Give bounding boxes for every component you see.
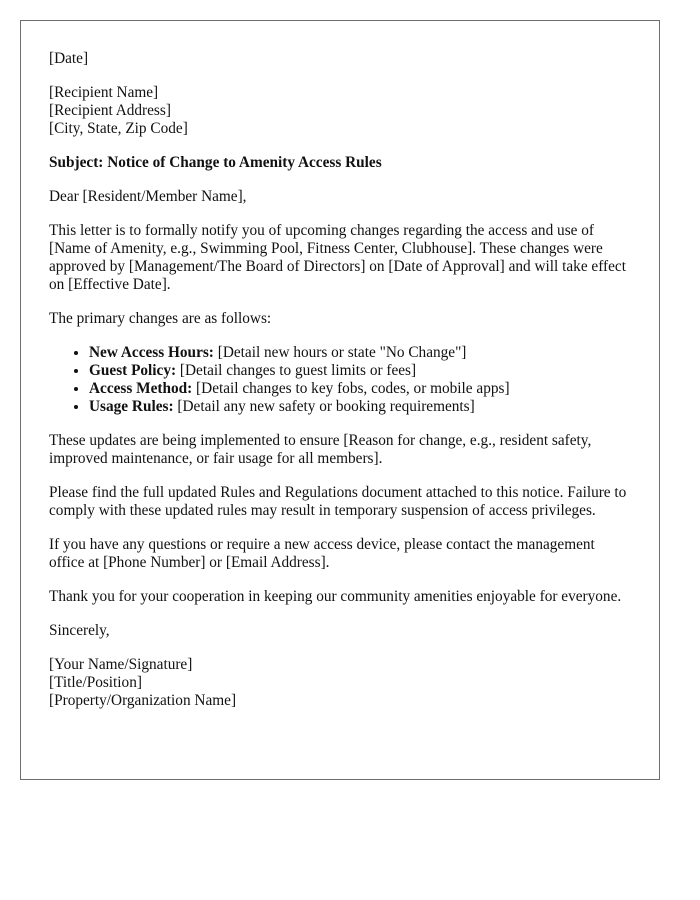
signature-block [49, 656, 631, 710]
change-detail: [Detail changes to guest limits or fees] [176, 362, 417, 379]
change-term: Usage Rules: [89, 398, 174, 415]
change-term: New Access Hours: [89, 344, 214, 361]
recipient-block [49, 84, 631, 138]
salutation: Dear [Resident/Member Name], [49, 188, 247, 205]
subject-line: Subject: Notice of Change to Amenity Access Rules [49, 154, 382, 171]
change-detail: [Detail any new safety or booking requirements] [173, 398, 475, 415]
change-term: Access Method: [89, 380, 193, 397]
intro-paragraph: This letter is to formally notify you of upcoming changes regarding the access and use of [Name of Amenity, e.g., Swimming Pool, Fitness Center, Clubhouse]. These changes were approved by [Management/The Board of Directors] on [Date of Approval] and will take effect on [Effective Date]. [49, 222, 626, 293]
signature-title: [Title/Position] [49, 674, 142, 691]
list-item [89, 344, 631, 362]
signature-name: [Your Name/Signature] [49, 656, 193, 673]
date-block [49, 50, 631, 68]
letter-date: [Date] [49, 50, 89, 67]
recipient-address: [Recipient Address] [49, 102, 171, 119]
contact-paragraph: If you have any questions or require a new access device, please contact the management office at [Phone Number] or [Email Address]. [49, 536, 595, 571]
changes-intro: The primary changes are as follows: [49, 310, 272, 327]
change-detail: [Detail new hours or state "No Change"] [213, 344, 467, 361]
signature-organization: [Property/Organization Name] [49, 692, 237, 709]
change-detail: [Detail changes to key fobs, codes, or mobile apps] [192, 380, 510, 397]
recipient-name: [Recipient Name] [49, 84, 159, 101]
attachment-paragraph: Please find the full updated Rules and Regulations document attached to this notice. Failure to comply with these updated rules may result in temporary suspension of access privileges. [49, 484, 627, 519]
recipient-city-state-zip: [City, State, Zip Code] [49, 120, 188, 137]
list-item [89, 380, 631, 398]
list-item [89, 362, 631, 380]
reason-paragraph: These updates are being implemented to ensure [Reason for change, e.g., resident safety, improved maintenance, or fair usage for all members]. [49, 432, 592, 467]
closing: Sincerely, [49, 622, 110, 639]
change-term: Guest Policy: [89, 362, 177, 379]
letter-page [20, 20, 660, 780]
list-item [89, 398, 631, 416]
changes-list [49, 344, 631, 416]
thanks-paragraph: Thank you for your cooperation in keeping our community amenities enjoyable for everyone. [49, 588, 622, 605]
